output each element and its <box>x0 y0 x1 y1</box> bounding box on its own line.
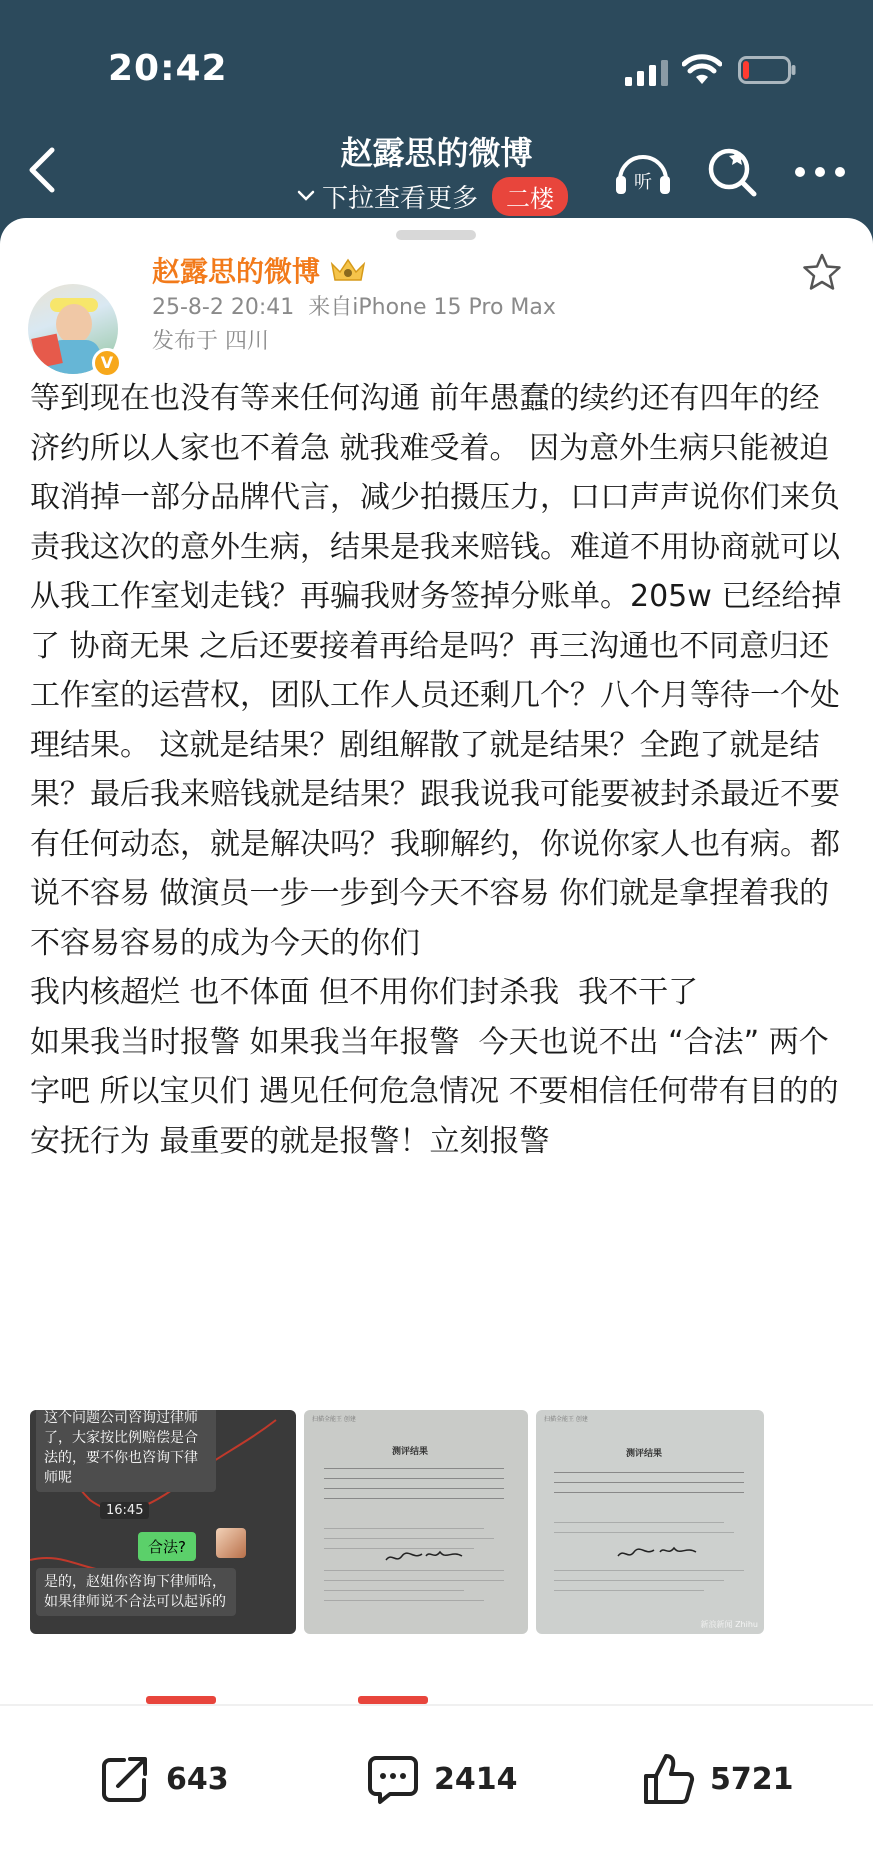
post-location: 发布于 四川 <box>152 329 269 354</box>
post-card <box>0 218 873 1852</box>
post-source: 来自iPhone 15 Pro Max <box>308 295 556 320</box>
repost-count: 643 <box>166 1761 229 1797</box>
floor-badge: 二楼 <box>492 177 568 216</box>
search-icon[interactable] <box>704 144 760 200</box>
post-timestamp: 25-8-2 20:41 <box>152 295 295 320</box>
doc-header: 扫描全能王 创建 <box>312 1416 356 1423</box>
wifi-icon <box>682 54 722 86</box>
nav-header <box>0 120 873 220</box>
crown-badge-icon <box>328 254 368 286</box>
status-time: 20:42 <box>108 48 228 89</box>
image-watermark: 新浪新闻 Zhihu <box>700 1620 758 1629</box>
pull-more-hint[interactable] <box>296 176 568 216</box>
drag-handle[interactable] <box>396 230 476 240</box>
thumbs-up-icon <box>640 1750 698 1808</box>
chat-message-top: 这个问题公司咨询过律师了，大家按比例赔偿是合法的，要不你也咨询下律师呢 <box>36 1410 216 1492</box>
document-image-1[interactable] <box>304 1410 528 1634</box>
document-image-2[interactable] <box>536 1410 764 1634</box>
comment-count: 2414 <box>434 1761 518 1797</box>
like-button[interactable] <box>640 1744 794 1814</box>
image-gallery <box>30 1410 844 1634</box>
verified-badge-icon: V <box>92 348 122 378</box>
listen-label: 听 <box>634 172 652 193</box>
listen-button[interactable] <box>612 144 674 200</box>
post-meta <box>152 290 556 321</box>
repost-button[interactable] <box>96 1744 229 1814</box>
chat-time: 16:45 <box>100 1502 149 1519</box>
status-bar <box>0 0 873 130</box>
chat-message-bottom: 是的，赵姐你咨询下律师哈，如果律师说不合法可以起诉的 <box>36 1568 236 1616</box>
author-label: 赵露思的微博 <box>152 255 321 288</box>
share-icon <box>96 1750 154 1808</box>
pull-hint-label: 下拉查看更多 <box>322 183 479 214</box>
doc-title: 测评结果 <box>626 1449 663 1459</box>
doc-title: 测评结果 <box>392 1447 429 1457</box>
comment-button[interactable] <box>364 1744 518 1814</box>
chat-message-green: 合法? <box>138 1532 196 1561</box>
like-count: 5721 <box>710 1761 794 1797</box>
comment-icon <box>364 1750 422 1808</box>
author-name[interactable] <box>152 250 368 290</box>
page-title: 赵露思的微博 <box>340 134 533 172</box>
cellular-signal-icon <box>625 60 671 86</box>
post-body: 等到现在也没有等来任何沟通 前年愚蠢的续约还有四年的经济约所以人家也不着急 就我难受着。 因为意外生病只能被迫取消掉一部分品牌代言，减少拍摄压力，口口声声说你们来负责我这次的意外生病，结果是我来赔钱。难道不用协商就可以从我工作室划走钱？再骗我财务签掉分账单。205w 已经给掉了 协商无果 之后还要接着再给是吗？再三沟通也不同意归还工作室的运营权，团队工作人员还剩几个？八个月等待一个处理结果。 这就是结果？剧组解散了就是结果？全跑了就是结果？最后我来赔钱就是结果？跟我说我可能要被封杀最近不要有任何动态，就是解决吗？我聊解约，你说你家人也有病。都说不容易 做演员一步一步到今天不容易 你们就是拿捏着我的不容易容易的成为今天的你们 我内核超烂 也不体面 但不用你们封杀我 我不干了 如果我当时报警 如果我当年报警 今天也说不出 “合法” 两个字吧 所以宝贝们 遇见任何危急情况 不要相信任何带有目的的安抚行为 最重要的就是报警！立刻报警 <box>30 381 842 1159</box>
chat-avatar <box>216 1528 246 1558</box>
avatar[interactable] <box>28 284 124 380</box>
more-options-icon[interactable] <box>790 150 850 194</box>
doc-header: 扫描全能王 创建 <box>544 1416 588 1423</box>
chat-screenshot-image[interactable] <box>30 1410 296 1634</box>
favorite-star-icon[interactable] <box>802 252 842 292</box>
chevron-down-icon <box>296 189 316 203</box>
battery-low-icon <box>738 56 796 84</box>
divider <box>0 1704 873 1706</box>
